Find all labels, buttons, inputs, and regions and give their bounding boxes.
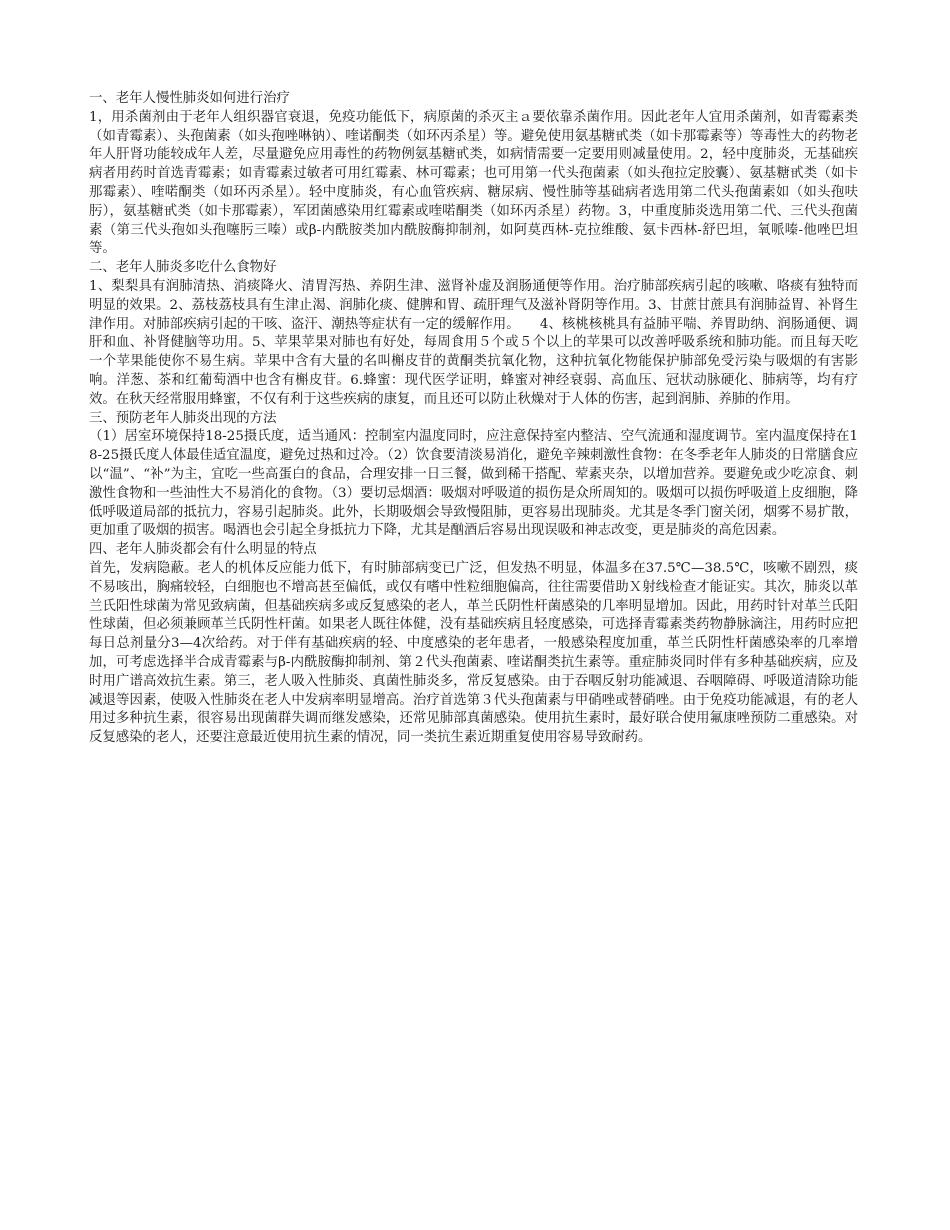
section-treatment bbox=[89, 90, 858, 259]
section-prevention bbox=[89, 410, 858, 542]
section-characteristics bbox=[89, 541, 858, 748]
section-heading: 一、老年人慢性肺炎如何进行治疗 bbox=[89, 91, 290, 106]
section-body: 1、梨梨具有润肺清热、消痰降火、清胃泻热、养阴生津、滋肾补虚及润肠通便等作用。治疗肺部疾病引起的咳嗽、咯痰有独特而明显的效果。2、荔枝荔枝具有生津止渴、润肺化痰、健脾和胃、疏肝理气及滋补肾阴等作用。3、甘蔗甘蔗具有润肺益胃、补肾生津作用。对肺部疾病引起的干咳、盗汗、潮热等症状有一定的缓解作用。 4、核桃核桃具有益肺平喘、养胃助纳、润肠通便、调肝和血、补肾健脑等功用。5、苹果苹果对肺也有好处，每周食用５个或５个以上的苹果可以改善呼吸系统和肺功能。而且每天吃一个苹果能使你不易生病。苹果中含有大量的名叫槲皮苷的黄酮类抗氧化物，这种抗氧化物能保护肺部免受污染与吸烟的有害影响。洋葱、茶和红葡萄酒中也含有槲皮苷。6.蜂蜜：现代医学证明，蜂蜜对神经衰弱、高血压、冠状动脉硬化、肺病等，均有疗效。在秋天经常服用蜂蜜，不仅有利于这些疾病的康复，而且还可以防止秋燥对于人体的伤害，起到润肺、养肺的作用。 bbox=[89, 278, 858, 407]
section-body: 首先，发病隐蔽。老人的机体反应能力低下，有时肺部病变已广泛，但发热不明显，体温多在37.5℃—38.5℃，咳嗽不剧烈，痰不易咳出，胸痛较轻，白细胞也不增高甚至偏低，或仅有嗜中性粒细胞偏高，往往需要借助Ｘ射线检查才能证实。其次，肺炎以革兰氏阳性球菌为常见致病菌，但基础疾病多或反复感染的老人，革兰氏阴性杆菌感染的几率明显增加。因此，用药时针对革兰氏阳性球菌，但必须兼顾革兰氏阴性杆菌。如果老人既往体健，没有基础疾病且轻度感染，可选择青霉素类药物静脉滴注，用药时应把每日总剂量分3—4次给药。对于伴有基础疾病的轻、中度感染的老年患者，一般感染程度加重，革兰氏阴性杆菌感染率的几率增加，可考虑选择半合成青霉素与β-内酰胺酶抑制剂、第２代头孢菌素、喹诺酮类抗生素等。重症肺炎同时伴有多种基础疾病，应及时用广谱高效抗生素。第三，老人吸入性肺炎、真菌性肺炎多，常反复感染。由于吞咽反射功能减退、吞咽障碍、呼吸道清除功能减退等因素，使吸入性肺炎在老人中发病率明显增高。治疗首选第３代头孢菌素与甲硝唑或替硝唑。由于免疫功能减退，有的老人用过多种抗生素，很容易出现菌群失调而继发感染，还常见肺部真菌感染。使用抗生素时，最好联合使用氟康唑预防二重感染。对反复感染的老人，还要注意最近使用抗生素的情况，同一类抗生素近期重复使用容易导致耐药。 bbox=[89, 560, 858, 746]
section-body: 1，用杀菌剂由于老年人组织器官衰退，免疫功能低下，病原菌的杀灭主ａ要依靠杀菌作用。因此老年人宜用杀菌剂，如青霉素类（如青霉素）、头孢菌素（如头孢唑啉钠）、喹诺酮类（如环丙杀星）等。避免使用氨基糖甙类（如卡那霉素等）等毒性大的药物老年人肝肾功能较成年人差，尽量避免应用毒性的药物例氨基糖甙类，如病情需要一定要用则减量使用。2，轻中度肺炎，无基础疾病者用药时首选青霉素；如青霉素过敏者可用红霉素、林可霉素；也可用第一代头孢菌素（如头孢拉定胶囊）、氨基糖甙类（如卡那霉素）、喹喏酮类（如环丙杀星）。轻中度肺炎，有心血管疾病、糖尿病、慢性肺等基础病者选用第二代头孢菌素如（如头孢呋肟），氨基糖甙类（如卡那霉素），军团菌感染用红霉素或喹喏酮类（如环丙杀星）药物。3，中重度肺炎选用第二代、三代头孢菌素（第三代头孢如头孢噻肟三嗪）或β-内酰胺类加内酰胺酶抑制剂，如阿莫西林-克拉维酸、氨卡西林-舒巴坦，氧哌嗪-他唑巴坦等。 bbox=[89, 109, 858, 257]
section-foods bbox=[89, 259, 858, 409]
section-heading: 三、预防老年人肺炎出现的方法 bbox=[89, 410, 277, 426]
section-body: （1）居室环境保持18-25摄氏度，适当通风：控制室内温度同时，应注意保持室内整洁、空气流通和湿度调节。室内温度保持在18-25摄氏度人体最佳适宜温度，避免过热和过冷。（2）饮食要清淡易消化，避免辛辣刺激性食物：在冬季老年人肺炎的日常膳食应以“温”、“补”为主，宜吃一些高蛋白的食品，合理安排一日三餐，做到稀干搭配、荤素夹杂，以增加营养。要避免或少吃凉食、刺激性食物和一些油性大不易消化的食物。（3）要切忌烟酒：吸烟对呼吸道的损伤是众所周知的。吸烟可以损伤呼吸道上皮细胞，降低呼吸道局部的抵抗力，容易引起肺炎。此外，长期吸烟会导致慢阻肺，更容易出现肺炎。尤其是冬季门窗关闭，烟雾不易扩散，更加重了吸烟的损害。喝酒也会引起全身抵抗力下降，尤其是酗酒后容易出现误吸和神志改变，更是肺炎的高危因素。 bbox=[89, 429, 858, 539]
section-heading: 二、老年人肺炎多吃什么食物好 bbox=[89, 260, 277, 276]
section-heading: 四、老年人肺炎都会有什么明显的特点 bbox=[89, 542, 317, 558]
